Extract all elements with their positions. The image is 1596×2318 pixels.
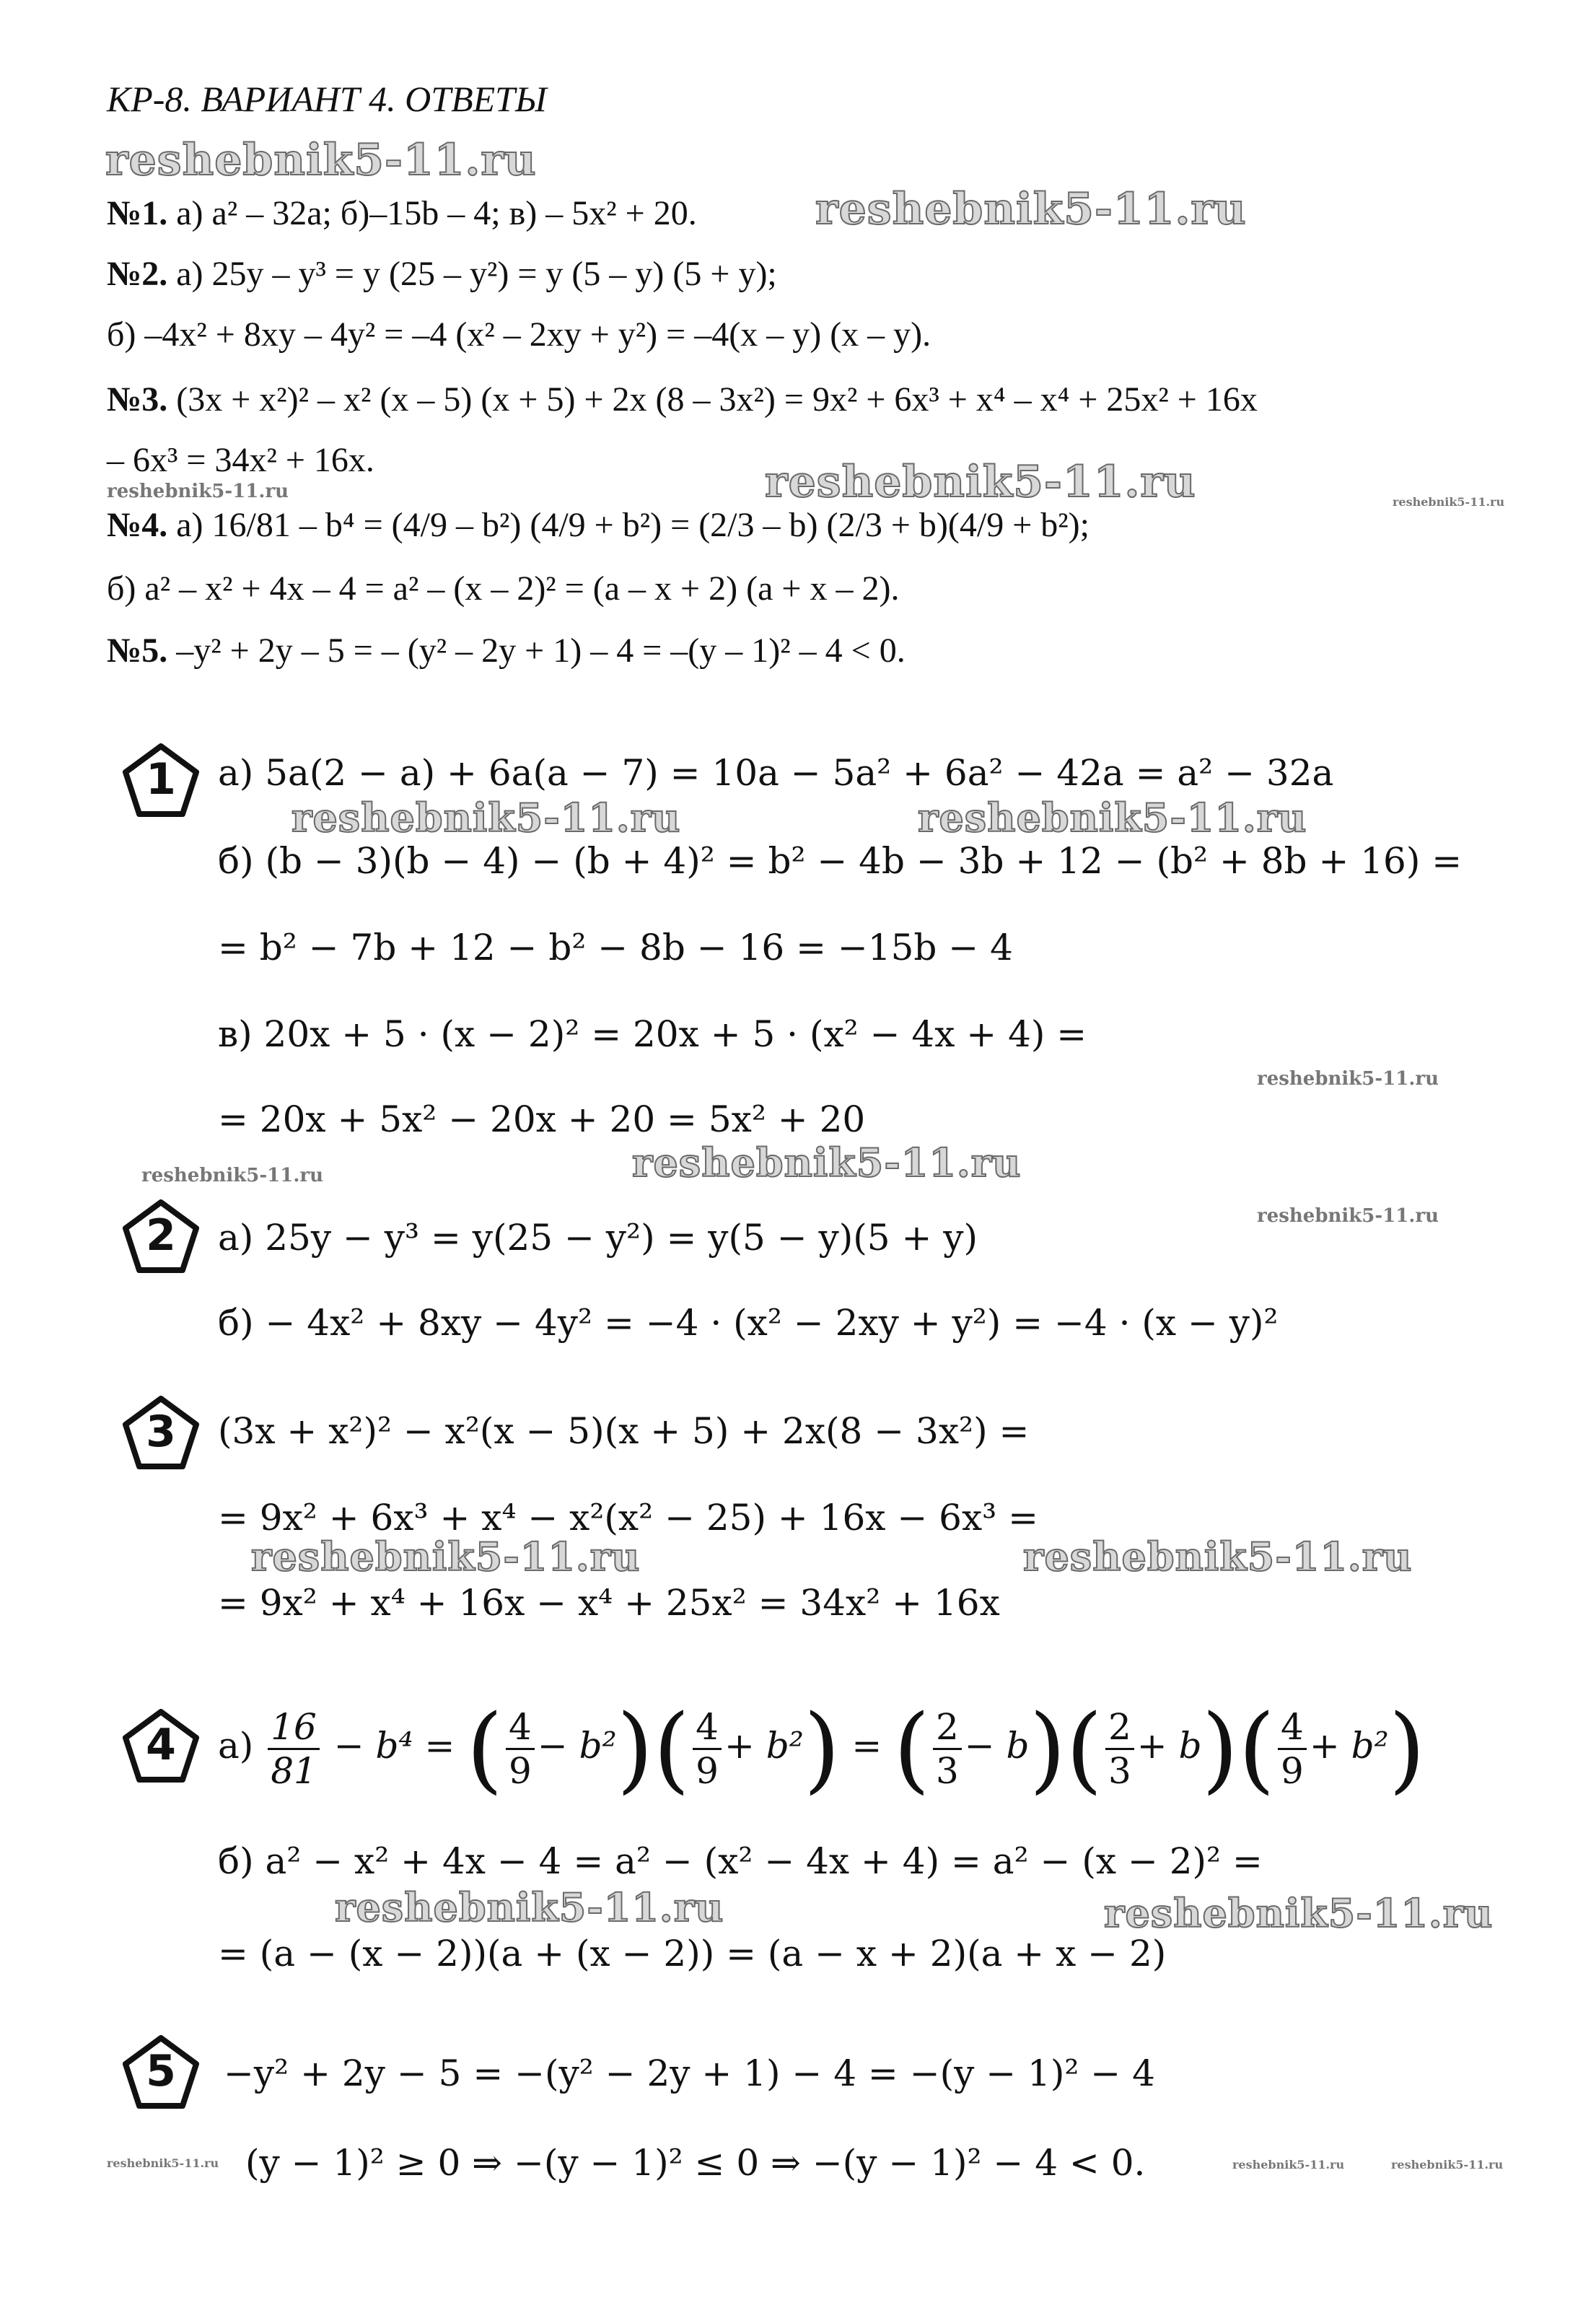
badge-number: 5 bbox=[146, 2046, 176, 2096]
solution-4b-1: б) a² − x² + 4x − 4 = a² − (x² − 4x + 4) = a² − (x − 2)² = bbox=[218, 1840, 1263, 1882]
pentagon-badge-5 bbox=[121, 2034, 201, 2110]
answer-2b: б) –4x² + 8xy – 4y² = –4 (x² – 2xy + y²) = –4(x – y) (x – y). bbox=[107, 315, 931, 354]
answer-1: №1. а) a² – 32a; б)–15b – 4; в) – 5x² + 20. bbox=[107, 194, 697, 232]
pentagon-badge-3 bbox=[121, 1394, 201, 1471]
fraction: $\frac{4}{9}$ bbox=[506, 1709, 535, 1789]
answer-5: №5. –y² + 2y – 5 = – (y² – 2y + 1) – 4 = –(y – 1)² – 4 < 0. bbox=[107, 631, 906, 670]
badge-number: 2 bbox=[146, 1210, 176, 1261]
watermark: reshebnik5-11.ru bbox=[1257, 1068, 1439, 1090]
solution-3-3: = 9x² + x⁴ + 16x − x⁴ + 25x² = 34x² + 16x bbox=[218, 1582, 1000, 1624]
solution-1c-2: = 20x + 5x² − 20x + 20 = 5x² + 20 bbox=[218, 1098, 866, 1140]
fraction: $\frac{2}{3}$ bbox=[933, 1709, 962, 1789]
fraction: $\frac{2}{3}$ bbox=[1105, 1709, 1134, 1789]
answer-3: №3. (3x + x²)² – x² (x – 5) (x + 5) + 2x (8 – 3x²) = 9x² + 6x³ + x⁴ – x⁴ + 25x² + 16x bbox=[107, 380, 1258, 419]
solution-5-1: −y² + 2y − 5 = −(y² − 2y + 1) − 4 = −(y − 1)² − 4 bbox=[224, 2052, 1155, 2094]
watermark: reshebnik5-11.ru bbox=[765, 457, 1196, 507]
watermark: reshebnik5-11.ru bbox=[1393, 495, 1505, 509]
watermark: reshebnik5-11.ru bbox=[815, 184, 1247, 235]
fraction: $\frac{4}{9}$ bbox=[1278, 1709, 1307, 1789]
watermark: reshebnik5-11.ru bbox=[107, 481, 289, 502]
watermark: reshebnik5-11.ru bbox=[105, 135, 537, 185]
watermark: reshebnik5-11.ru bbox=[291, 795, 681, 841]
watermark: reshebnik5-11.ru bbox=[141, 1165, 324, 1186]
answer-4a: №4. а) 16/81 – b⁴ = (4/9 – b²) (4/9 + b²) = (2/3 – b) (2/3 + b)(4/9 + b²); bbox=[107, 506, 1089, 544]
solution-1b-1: б) (b − 3)(b − 4) − (b + 4)² = b² − 4b − 3b + 12 − (b² + 8b + 16) = bbox=[218, 840, 1463, 882]
fraction: $\frac{16}{81}$ bbox=[268, 1709, 320, 1789]
watermark: reshebnik5-11.ru bbox=[1104, 1890, 1494, 1936]
watermark: reshebnik5-11.ru bbox=[335, 1884, 724, 1930]
answer-2a: №2. а) 25y – y³ = y (25 – y²) = y (5 – y) (5 + y); bbox=[107, 255, 777, 293]
page-title: КР-8. ВАРИАНТ 4. ОТВЕТЫ bbox=[107, 79, 547, 119]
watermark: reshebnik5-11.ru bbox=[918, 795, 1307, 841]
solution-1b-2: = b² − 7b + 12 − b² − 8b − 16 = −15b − 4 bbox=[218, 927, 1013, 968]
watermark: reshebnik5-11.ru bbox=[1232, 2158, 1345, 2172]
solution-2a: а) 25y − y³ = y(25 − y²) = y(5 − y)(5 + y) bbox=[218, 1217, 978, 1259]
watermark: reshebnik5-11.ru bbox=[251, 1534, 641, 1580]
badge-number: 1 bbox=[146, 754, 176, 805]
solution-3-1: (3x + x²)² − x²(x − 5)(x + 5) + 2x(8 − 3x²) = bbox=[218, 1410, 1030, 1452]
solution-5-2: (y − 1)² ≥ 0 ⇒ −(y − 1)² ≤ 0 ⇒ −(y − 1)² − 4 < 0. bbox=[245, 2142, 1146, 2184]
solution-1c-1: в) 20x + 5 · (x − 2)² = 20x + 5 · (x² − 4x + 4) = bbox=[218, 1013, 1087, 1055]
pentagon-badge-1 bbox=[121, 742, 201, 818]
solution-4a: а) $\frac{16}{81}$ − b⁴ = ( $\frac{4}{9}$ − b²)( $\frac{4}{9}$ + b²) = ( $\frac{2}{3}$ − b)( $\frac{2}{3}$ + b)( $\frac{4}{9}$ + b²) bbox=[218, 1694, 1426, 1803]
solution-1a: а) 5a(2 − a) + 6a(a − 7) = 10a − 5a² + 6a² − 42a = a² − 32a bbox=[218, 752, 1334, 794]
watermark: reshebnik5-11.ru bbox=[1023, 1534, 1413, 1580]
badge-number: 3 bbox=[146, 1407, 176, 1457]
solution-2b: б) − 4x² + 8xy − 4y² = −4 · (x² − 2xy + y²) = −4 · (x − y)² bbox=[218, 1302, 1279, 1344]
answer-3-cont: – 6x³ = 34x² + 16x. bbox=[107, 441, 374, 479]
watermark: reshebnik5-11.ru bbox=[1257, 1205, 1439, 1227]
solution-4b-2: = (a − (x − 2))(a + (x − 2)) = (a − x + 2)(a + x − 2) bbox=[218, 1933, 1167, 1974]
pentagon-badge-2 bbox=[121, 1198, 201, 1274]
watermark: reshebnik5-11.ru bbox=[1391, 2158, 1504, 2172]
pentagon-badge-4 bbox=[121, 1707, 201, 1784]
watermark: reshebnik5-11.ru bbox=[632, 1140, 1022, 1186]
answer-4b: б) a² – x² + 4x – 4 = a² – (x – 2)² = (a – x + 2) (a + x – 2). bbox=[107, 569, 900, 608]
solution-3-2: = 9x² + 6x³ + x⁴ − x²(x² − 25) + 16x − 6x³ = bbox=[218, 1497, 1039, 1539]
fraction: $\frac{4}{9}$ bbox=[693, 1709, 722, 1789]
watermark: reshebnik5-11.ru bbox=[107, 2156, 219, 2170]
badge-number: 4 bbox=[146, 1720, 176, 1770]
